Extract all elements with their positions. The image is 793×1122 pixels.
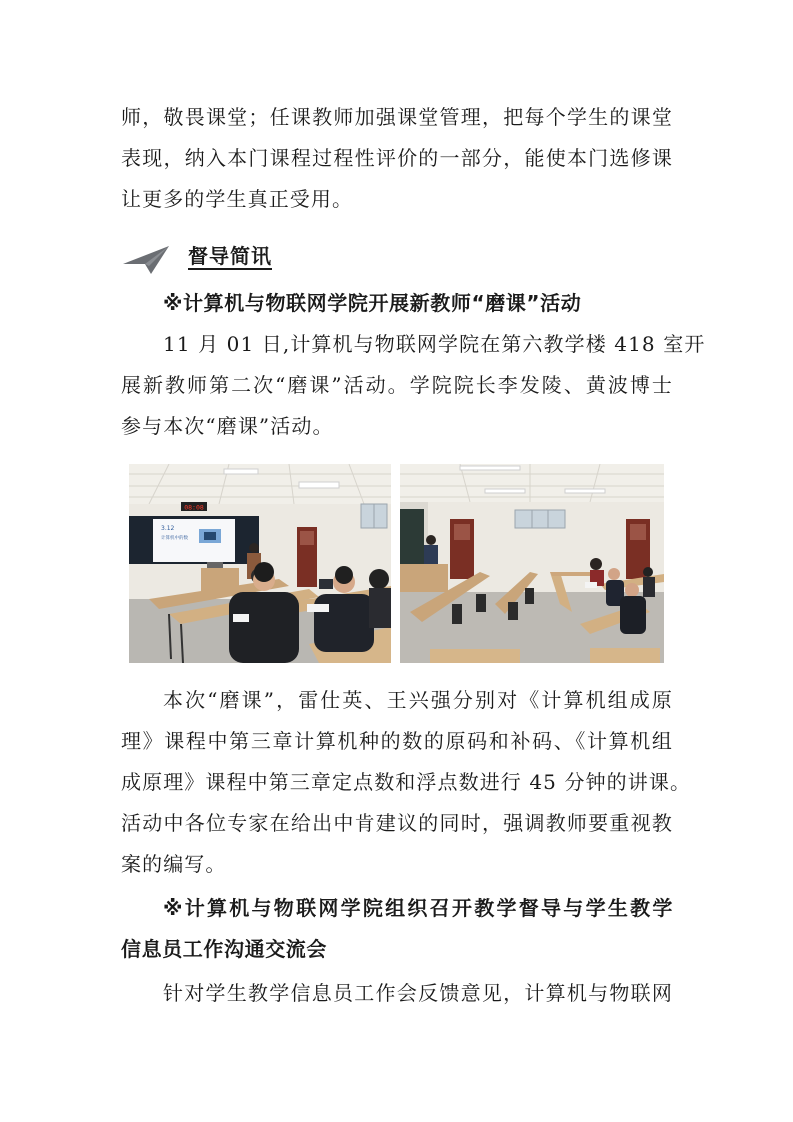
paragraph-line: 表现，纳入本门课程过程性评价的一部分，能使本门选修课 <box>121 146 673 170</box>
section-title: 督导简讯 <box>188 244 272 268</box>
classroom-photo-left <box>129 464 391 663</box>
news-body-line: 本次“磨课”，雷仕英、王兴强分别对《计算机组成原 <box>163 688 673 712</box>
news-body-line: 案的编写。 <box>121 852 227 876</box>
svg-text:08:08: 08:08 <box>184 503 204 512</box>
news-line: 参与本次“磨课”活动。 <box>121 414 334 438</box>
section-heading <box>121 240 321 280</box>
news-line: 针对学生教学信息员工作会反馈意见，计算机与物联网 <box>163 981 673 1005</box>
svg-text:计算机中的数: 计算机中的数 <box>161 536 188 541</box>
news-body-line: 活动中各位专家在给出中肯建议的同时，强调教师要重视教 <box>121 811 673 835</box>
news-line: 11 月 01 日,计算机与物联网学院在第六教学楼 418 室开 <box>163 332 706 356</box>
news-body-line: 理》课程中第三章计算机种的数的原码和补码、《计算机组 <box>121 729 673 753</box>
news-title: ※计算机与物联网学院组织召开教学督导与学生教学 <box>163 896 673 920</box>
news-body-line: 成原理》课程中第三章定点数和浮点数进行 45 分钟的讲课。 <box>121 770 692 794</box>
paragraph-line: 让更多的学生真正受用。 <box>121 187 354 211</box>
news-title: ※计算机与物联网学院开展新教师“磨课”活动 <box>163 291 582 315</box>
news-title-continued: 信息员工作沟通交流会 <box>121 937 327 961</box>
news-line: 展新教师第二次“磨课”活动。学院院长李发陵、黄波博士 <box>121 373 673 397</box>
paragraph-line: 师，敬畏课堂；任课教师加强课堂管理，把每个学生的课堂 <box>121 105 673 129</box>
paper-plane-icon <box>121 240 171 280</box>
classroom-photo-right <box>400 464 664 663</box>
svg-text:3.12: 3.12 <box>161 525 175 532</box>
